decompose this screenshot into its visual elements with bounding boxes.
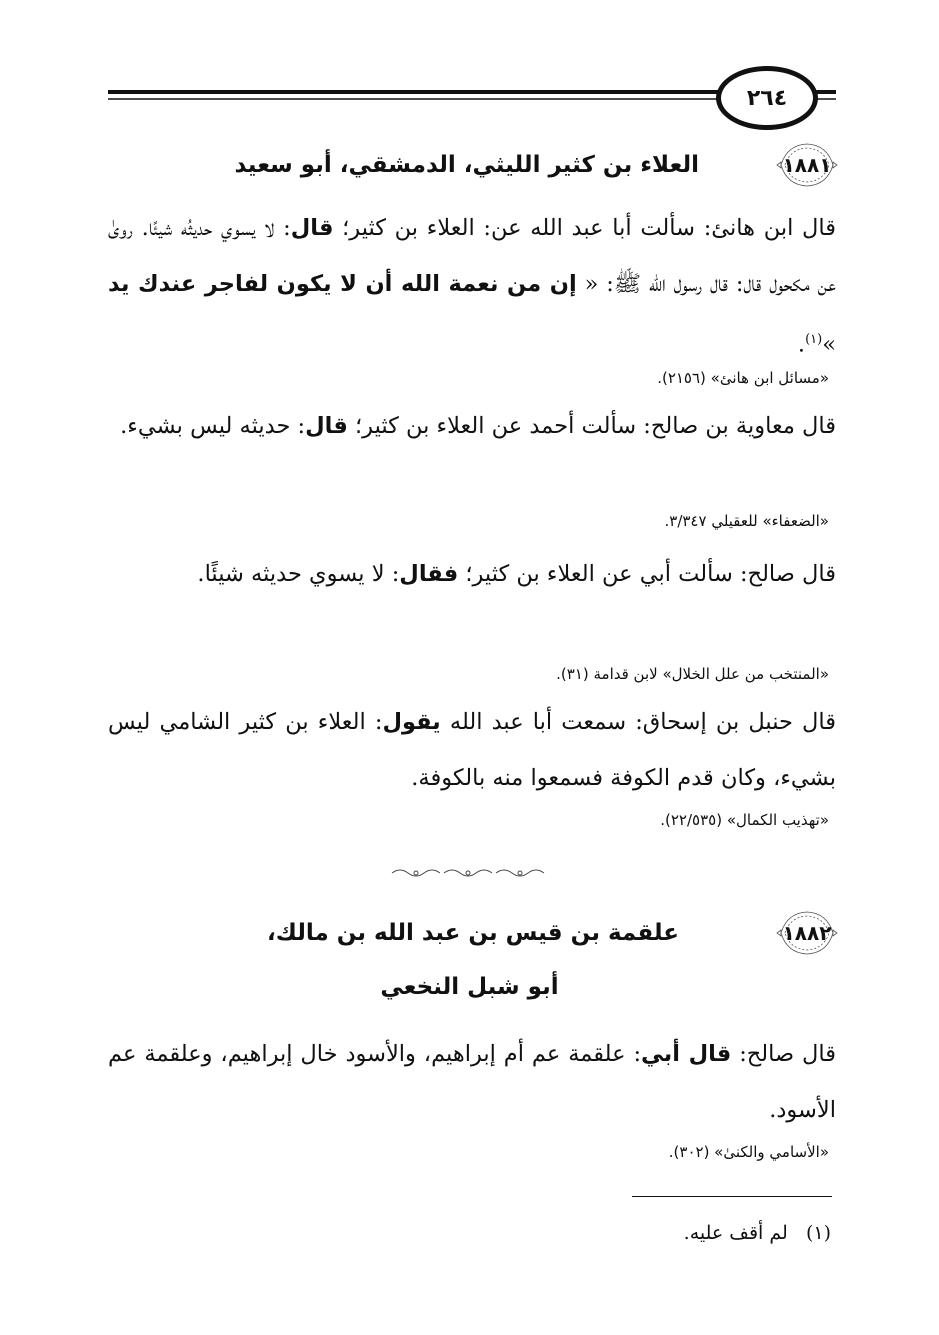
footnote-text: لم أقف عليه.	[683, 1222, 788, 1244]
footnote-marker: (١)	[805, 1222, 831, 1244]
entry-title-line2: أبو شبل النخعي	[380, 974, 559, 1000]
ornament-divider-icon	[390, 866, 546, 880]
footnote-ref[interactable]: (١)	[805, 332, 823, 347]
paragraph-4: قال حنبل بن إسحاق: سمعت أبا عبد الله يقول: العلاء بن كثير الشامي ليس بشيء، وكان قدم الكوفة فسمعوا منه بالكوفة.	[108, 709, 837, 791]
paragraph-3: قال صالح: سألت أبي عن العلاء بن كثير؛ فقال: لا يسوي حديثه شيئًا.	[197, 561, 836, 587]
source-citation: «الأسامي والكنىٰ» (٣٠٢).	[668, 1143, 829, 1161]
footnote-separator	[632, 1196, 832, 1197]
footnote	[103, 1218, 831, 1248]
entry-heading-1882	[99, 908, 839, 958]
source-citation: «تهذيب الكمال» (٢٢/٥٣٥).	[660, 811, 829, 829]
paragraph-1: قال ابن هانئ: سألت أبا عبد الله عن: العلاء بن كثير؛ قال: لا يسوي حديثُه شيئًا. روىٰ عن مكحول قال: قال رسول الله ﷺ: « إن من نعمة الله أن لا يكون لفاجر عندك يد »$^{(١)}$.	[108, 215, 836, 358]
paragraph-2: قال معاوية بن صالح: سألت أحمد عن العلاء بن كثير؛ قال: حديثه ليس بشيء.	[120, 413, 836, 439]
source-citation: «المنتخب من علل الخلال» لابن قدامة (٣١).	[556, 665, 829, 683]
entry-number: ١٨٨١	[775, 140, 839, 190]
entry-number: ١٨٨٢	[775, 908, 839, 958]
page-number: ٢٦٤	[716, 66, 818, 130]
paragraph-5: قال صالح: قال أبي: علقمة عم أم إبراهيم، والأسود خال إبراهيم، وعلقمة عم الأسود.	[108, 1041, 836, 1123]
entry-heading-1881	[99, 140, 839, 190]
entry-title: علقمة بن قيس بن عبد الله بن مالك،	[267, 920, 679, 946]
source-citation: «الضعفاء» للعقيلي ٣/٣٤٧.	[664, 512, 829, 530]
source-citation: «مسائل ابن هانئ» (٢١٥٦).	[657, 369, 829, 387]
entry-title: العلاء بن كثير الليثي، الدمشقي، أبو سعيد	[234, 152, 699, 178]
